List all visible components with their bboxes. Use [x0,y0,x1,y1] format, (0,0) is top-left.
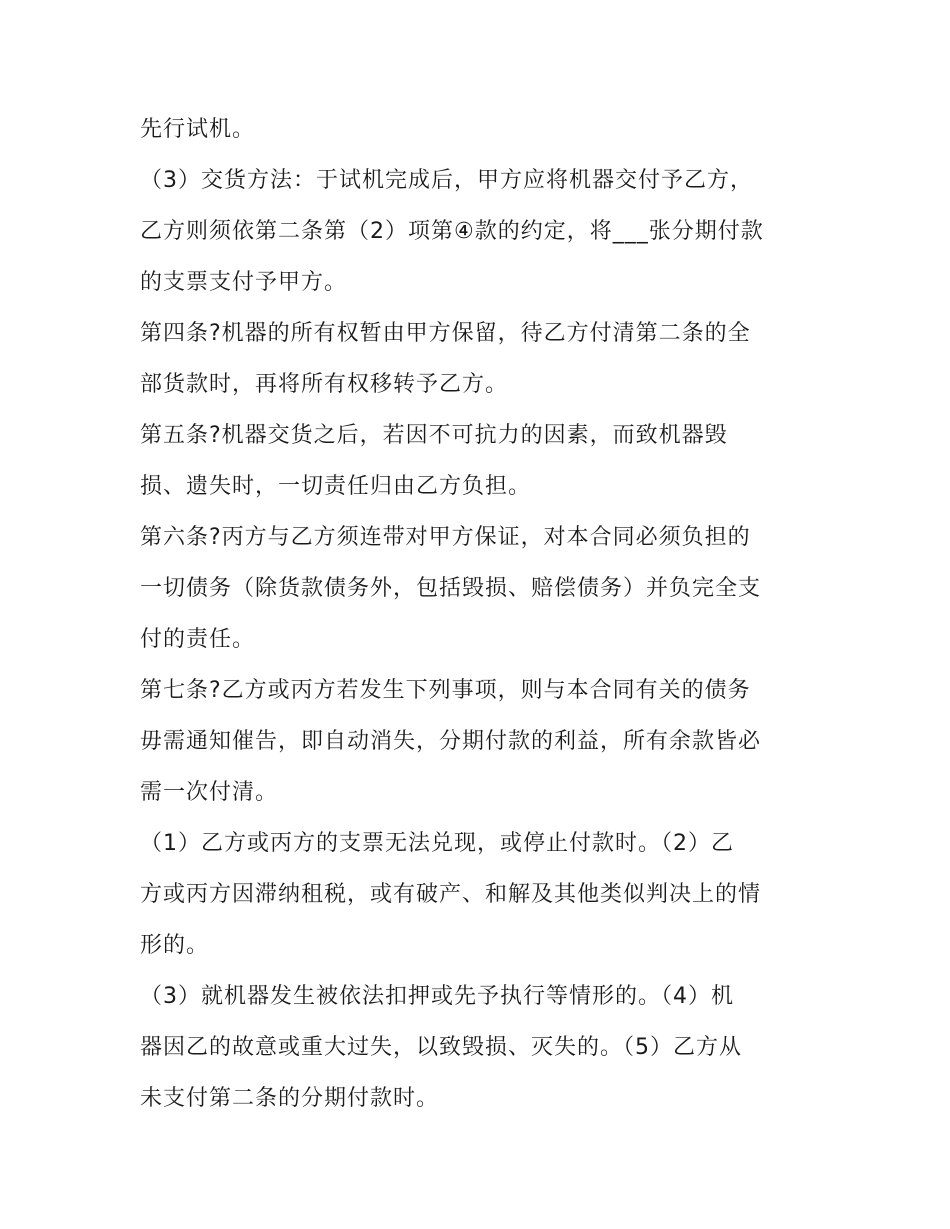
text-line: （3）交货方法：于试机完成后，甲方应将机器交付予乙方， [140,168,753,193]
text-line: 第七条?乙方或丙方若发生下列事项，则与本合同有关的债务 [140,678,751,703]
text-line: 付的责任。 [140,627,256,652]
text-line: 损、遗失时，一切责任归由乙方负担。 [140,474,532,499]
text-line: 部货款时，再将所有权移转予乙方。 [140,372,509,397]
text-line: 方或丙方因滞纳租税，或有破产、和解及其他类似判决上的情 [140,882,762,907]
text-line: （3）就机器发生被依法扣押或先予执行等情形的。（4）机 [140,984,734,1009]
text-line: 未支付第二条的分期付款时。 [140,1086,440,1111]
text-line: 毋需通知催告，即自动消失，分期付款的利益，所有余款皆必 [140,729,762,754]
text-line: 器因乙的故意或重大过失，以致毁损、灭失的。（5）乙方从 [140,1035,742,1060]
text-line: （1）乙方或丙方的支票无法兑现，或停止付款时。（2）乙 [140,831,734,856]
text-line: 需一次付清。 [140,780,279,805]
text-line: 先行试机。 [140,117,256,142]
text-line: 一切债务（除货款债务外，包括毁损、赔偿债务）并负完全支 [140,576,762,601]
text-line: 乙方则须依第二条第（2）项第④款的约定，将___张分期付款 [140,219,764,244]
text-line: 第五条?机器交货之后，若因不可抗力的因素，而致机器毁 [140,423,728,448]
text-line: 形的。 [140,933,210,958]
text-line: 的支票支付予甲方。 [140,270,348,295]
text-line: 第六条?丙方与乙方须连带对甲方保证，对本合同必须负担的 [140,525,751,550]
text-line: 第四条?机器的所有权暂由甲方保留，待乙方付清第二条的全 [140,321,751,346]
document-body [140,104,830,1124]
